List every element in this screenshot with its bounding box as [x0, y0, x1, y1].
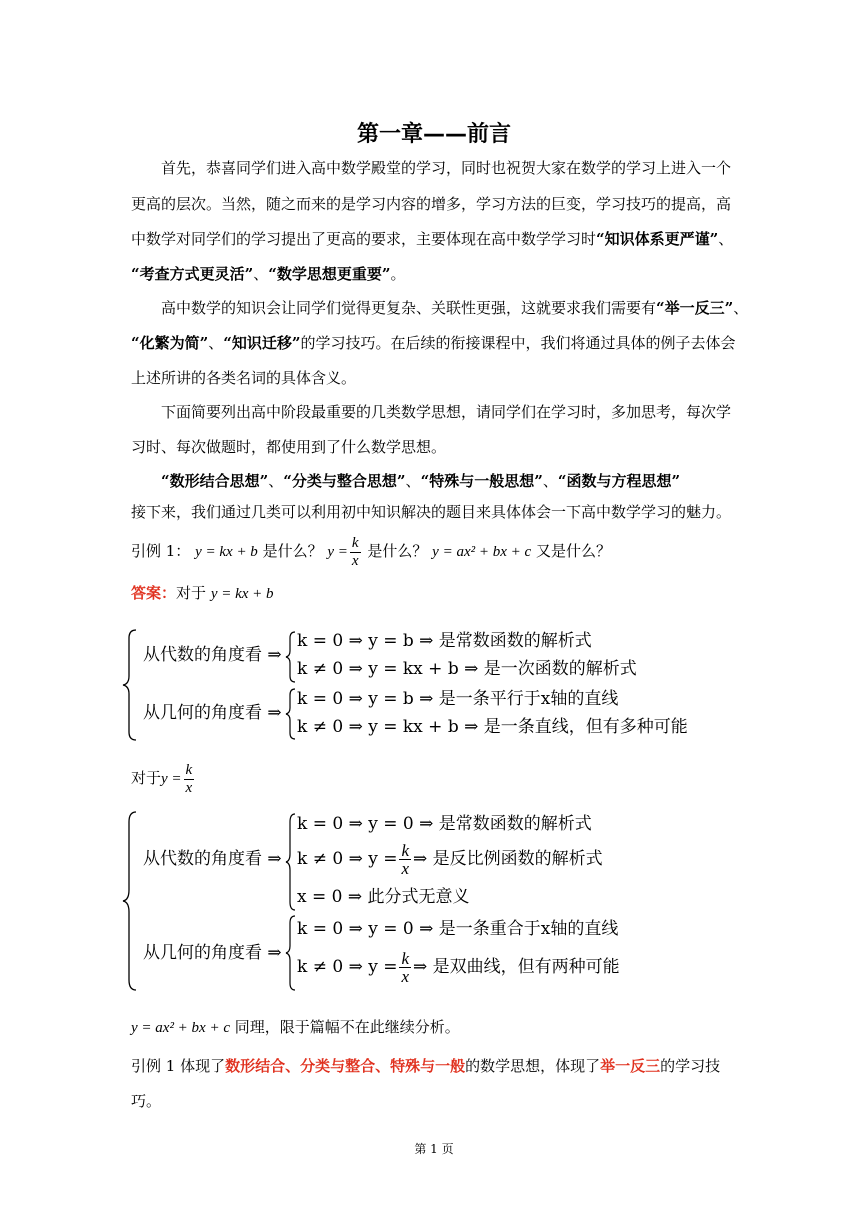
para1-line3	[131, 229, 733, 249]
block1-geo-case1: k = 0 ⇒ y = b ⇒ 是一条平行于x轴的直线	[297, 689, 619, 709]
thought-sep: 、	[542, 472, 558, 490]
block2-alg-case2-pre: k ≠ 0 ⇒ y =	[297, 849, 398, 869]
page-footer: 第 1 页	[414, 1142, 454, 1156]
example1-line	[131, 532, 611, 571]
para2-line1-end: 、	[733, 299, 749, 317]
keyword-simplify: “化繁为简”	[131, 334, 209, 352]
thought-sep: 、	[268, 472, 284, 490]
for2-line	[131, 758, 196, 799]
for2-fraction	[184, 762, 195, 797]
para1-line1: 首先，恭喜同学们进入高中数学殿堂的学习，同时也祝贺大家在数学的学习上进入一个	[161, 159, 732, 177]
summary-line2: 巧。	[131, 1092, 162, 1110]
thought-2: “分类与整合思想”	[283, 472, 406, 490]
summary-line1	[131, 1056, 720, 1076]
para1-line3-text: 中数学对同学们的学习提出了更高的要求，主要体现在高中数学学习时	[131, 230, 597, 248]
para3-line1: 下面简要列出高中阶段最重要的几类数学思想，请同学们在学习时，多加思考，每次学	[161, 403, 732, 421]
outer-brace-2	[120, 810, 140, 992]
example1-q1: 是什么？	[262, 542, 323, 560]
block2-alg-case3: x = 0 ⇒ 此分式无意义	[297, 887, 470, 907]
thought-3: “特殊与一般思想”	[420, 472, 543, 490]
thought-4: “函数与方程思想”	[557, 472, 681, 490]
summary-pre: 引例 1 体现了	[131, 1057, 226, 1075]
fraction-numerator: k	[401, 841, 410, 860]
block1-geo-label: 从几何的角度看 ⇒	[143, 703, 282, 723]
inner-brace-1b	[284, 687, 298, 741]
keyword-thinking: “数学思想更重要”	[268, 265, 391, 283]
fraction-numerator: k	[185, 761, 193, 778]
example1-q2: 是什么？	[367, 542, 428, 560]
block2-alg-fraction	[399, 842, 411, 877]
para1-line4	[131, 264, 406, 284]
block2-alg-case2	[297, 840, 603, 878]
thoughts-list	[161, 471, 680, 491]
fraction-denominator: x	[401, 859, 410, 878]
para2-line2-sep: 、	[208, 334, 224, 352]
para1-line4-sep: 、	[253, 265, 269, 283]
keyword-transfer: “知识迁移”	[223, 334, 301, 352]
para3-line2: 习时、每次做题时，都使用到了什么数学思想。	[131, 438, 447, 456]
block1-alg-case1: k = 0 ⇒ y = b ⇒ 是常数函数的解析式	[297, 631, 592, 651]
example1-q3: 又是什么？	[535, 542, 611, 560]
for2-text: 对于	[131, 769, 162, 787]
fraction-numerator: k	[351, 534, 359, 551]
fraction-denominator: x	[351, 552, 359, 569]
answer-line	[131, 583, 274, 604]
keyword-flexible: “考查方式更灵活”	[131, 265, 254, 283]
para2-line2	[131, 333, 736, 353]
answer-text: 对于	[176, 584, 207, 602]
formula-quadratic: y = ax² + bx + c	[432, 544, 532, 560]
summary-skill: 举一反三	[600, 1057, 661, 1075]
formula-inverse-fraction	[350, 535, 361, 570]
page-title: 第一章——前言	[356, 122, 511, 147]
keyword-rigorous: “知识体系更严谨”	[596, 230, 719, 248]
fraction-denominator: x	[185, 779, 193, 796]
inner-brace-2a	[284, 812, 298, 912]
para2-line2-text: 的学习技巧。在后续的衔接课程中，我们将通过具体的例子去体会	[300, 334, 736, 352]
para2-line1	[161, 298, 748, 318]
keyword-analogy: “举一反三”	[656, 299, 734, 317]
block2-geo-case1: k = 0 ⇒ y = 0 ⇒ 是一条重合于x轴的直线	[297, 919, 619, 939]
block2-geo-case2	[297, 948, 620, 986]
block1-alg-case2: k ≠ 0 ⇒ y = kx + b ⇒ 是一次函数的解析式	[297, 659, 637, 679]
block2-alg-case1: k = 0 ⇒ y = 0 ⇒ 是常数函数的解析式	[297, 814, 592, 834]
inner-brace-1a	[284, 630, 298, 684]
block2-geo-case2-post: ⇒ 是双曲线，但有两种可能	[413, 957, 620, 977]
intro-line: 接下来，我们通过几类可以利用初中知识解决的题目来具体体会一下高中数学学习的魅力。	[131, 503, 732, 521]
same-line	[131, 1017, 460, 1038]
same-line-text: 同理，限于篇幅不在此继续分析。	[234, 1018, 460, 1036]
thought-1: “数形结合思想”	[161, 472, 269, 490]
summary-post: 的学习技	[660, 1057, 721, 1075]
block2-alg-label: 从代数的角度看 ⇒	[143, 849, 282, 869]
outer-brace-1	[120, 628, 140, 742]
same-line-formula: y = ax² + bx + c	[131, 1020, 230, 1036]
thought-sep: 、	[405, 472, 421, 490]
block2-geo-fraction	[399, 950, 411, 985]
example1-label: 引例 1：	[131, 542, 191, 560]
summary-mid: 的数学思想，体现了	[465, 1057, 601, 1075]
summary-thoughts: 数形结合、分类与整合、特殊与一般	[225, 1057, 466, 1075]
for2-lhs: y =	[161, 771, 182, 787]
para1-line2: 更高的层次。当然，随之而来的是学习内容的增多，学习方法的巨变，学习技巧的提高，高	[131, 195, 732, 213]
inner-brace-2b	[284, 914, 298, 992]
para2-line1-text: 高中数学的知识会让同学们觉得更复杂、关联性更强，这就要求我们需要有	[161, 299, 657, 317]
answer-formula: y = kx + b	[210, 586, 274, 602]
formula-inverse-lhs: y =	[327, 544, 348, 560]
fraction-numerator: k	[401, 949, 410, 968]
fraction-denominator: x	[401, 967, 410, 986]
block1-geo-case2: k ≠ 0 ⇒ y = kx + b ⇒ 是一条直线，但有多种可能	[297, 717, 688, 737]
para1-line3-end: 、	[718, 230, 734, 248]
answer-label: 答案：	[131, 584, 177, 602]
block2-geo-case2-pre: k ≠ 0 ⇒ y =	[297, 957, 398, 977]
block2-geo-label: 从几何的角度看 ⇒	[143, 943, 282, 963]
para2-line3: 上述所讲的各类名词的具体含义。	[131, 369, 357, 387]
formula-linear: y = kx + b	[195, 544, 258, 560]
para1-line4-end: 。	[390, 265, 406, 283]
block1-alg-label: 从代数的角度看 ⇒	[143, 645, 282, 665]
block2-alg-case2-post: ⇒ 是反比例函数的解析式	[413, 849, 603, 869]
